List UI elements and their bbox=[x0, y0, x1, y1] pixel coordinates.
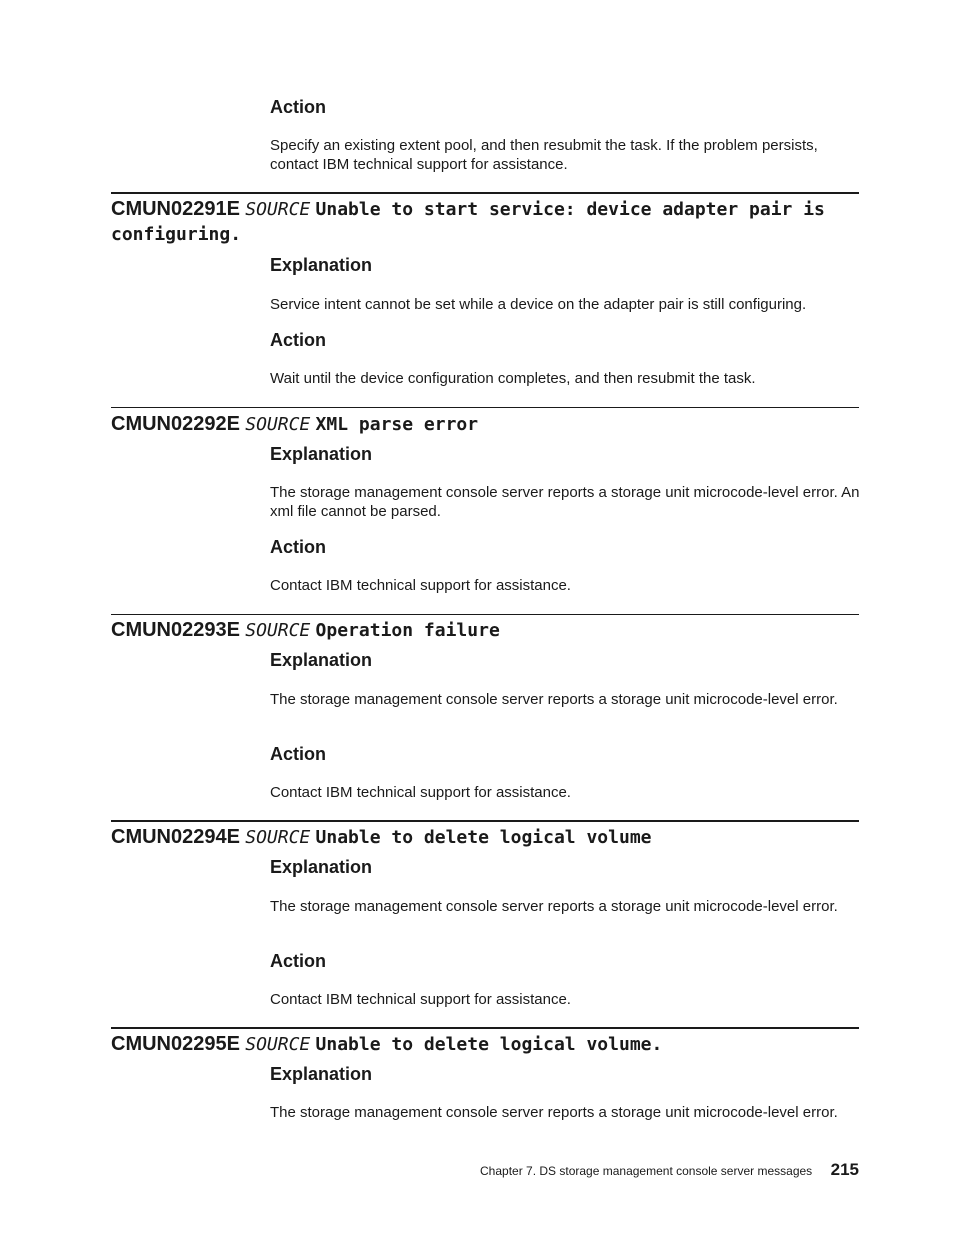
explanation-text: The storage management console server reports a storage unit microcode-level error. bbox=[270, 691, 838, 708]
message-divider bbox=[111, 1027, 859, 1029]
section-heading-action: Action bbox=[270, 951, 326, 971]
message-divider bbox=[111, 192, 859, 194]
explanation-text: The storage management console server reports a storage unit microcode-level error. bbox=[270, 898, 838, 915]
message-source: SOURCE bbox=[245, 827, 311, 848]
message-source: SOURCE bbox=[245, 199, 311, 220]
message-title bbox=[111, 824, 859, 851]
section-heading-explanation: Explanation bbox=[270, 1064, 373, 1084]
message-source: SOURCE bbox=[245, 414, 311, 435]
message-title-text: Unable to start service: device adapter pair is bbox=[315, 199, 825, 220]
message-title bbox=[111, 196, 859, 223]
section-heading-action: Action bbox=[270, 537, 326, 557]
section-heading-explanation: Explanation bbox=[270, 444, 373, 464]
message-divider bbox=[111, 407, 859, 408]
message-code: CMUN02291E bbox=[111, 198, 240, 220]
message-divider bbox=[111, 614, 859, 615]
message-code: CMUN02292E bbox=[111, 413, 240, 435]
explanation-text: The storage management console server reports a storage unit microcode-level error. bbox=[270, 1104, 838, 1121]
message-title bbox=[111, 411, 859, 438]
section-heading-explanation: Explanation bbox=[270, 255, 373, 275]
message-title-text: configuring. bbox=[111, 224, 242, 245]
action-text: Contact IBM technical support for assistance. bbox=[270, 784, 571, 801]
message-code: CMUN02293E bbox=[111, 619, 240, 641]
section-heading-action: Action bbox=[270, 744, 326, 764]
message-title-text: Unable to delete logical volume bbox=[315, 827, 652, 848]
action-text: Wait until the device configuration completes, and then resubmit the task. bbox=[270, 370, 756, 387]
explanation-text: Service intent cannot be set while a device on the adapter pair is still configuring. bbox=[270, 296, 807, 313]
message-title-text: Operation failure bbox=[315, 620, 500, 641]
message-title bbox=[111, 617, 859, 644]
message-title bbox=[111, 1031, 859, 1058]
explanation-text: The storage management console server reports a storage unit microcode-level error. An xml file cannot be parsed. bbox=[270, 484, 860, 520]
footer-chapter-title: Chapter 7. DS storage management console server messages bbox=[480, 1164, 813, 1178]
section-heading-action: Action bbox=[270, 97, 326, 117]
action-text: Specify an existing extent pool, and then resubmit the task. If the problem persists, contact IBM technical support for assistance. bbox=[270, 137, 818, 173]
action-text: Contact IBM technical support for assistance. bbox=[270, 991, 571, 1008]
message-title-continuation bbox=[111, 222, 859, 248]
message-divider bbox=[111, 820, 859, 822]
section-heading-action: Action bbox=[270, 330, 326, 350]
message-source: SOURCE bbox=[245, 1034, 311, 1055]
message-title-text: Unable to delete logical volume. bbox=[315, 1034, 663, 1055]
page-number: 215 bbox=[830, 1160, 859, 1179]
action-text: Contact IBM technical support for assistance. bbox=[270, 577, 571, 594]
message-code: CMUN02294E bbox=[111, 826, 240, 848]
message-title-text: XML parse error bbox=[315, 414, 479, 435]
section-heading-explanation: Explanation bbox=[270, 650, 373, 670]
message-source: SOURCE bbox=[245, 620, 311, 641]
section-heading-explanation: Explanation bbox=[270, 857, 373, 877]
message-code: CMUN02295E bbox=[111, 1033, 240, 1055]
page-footer bbox=[480, 1160, 859, 1180]
